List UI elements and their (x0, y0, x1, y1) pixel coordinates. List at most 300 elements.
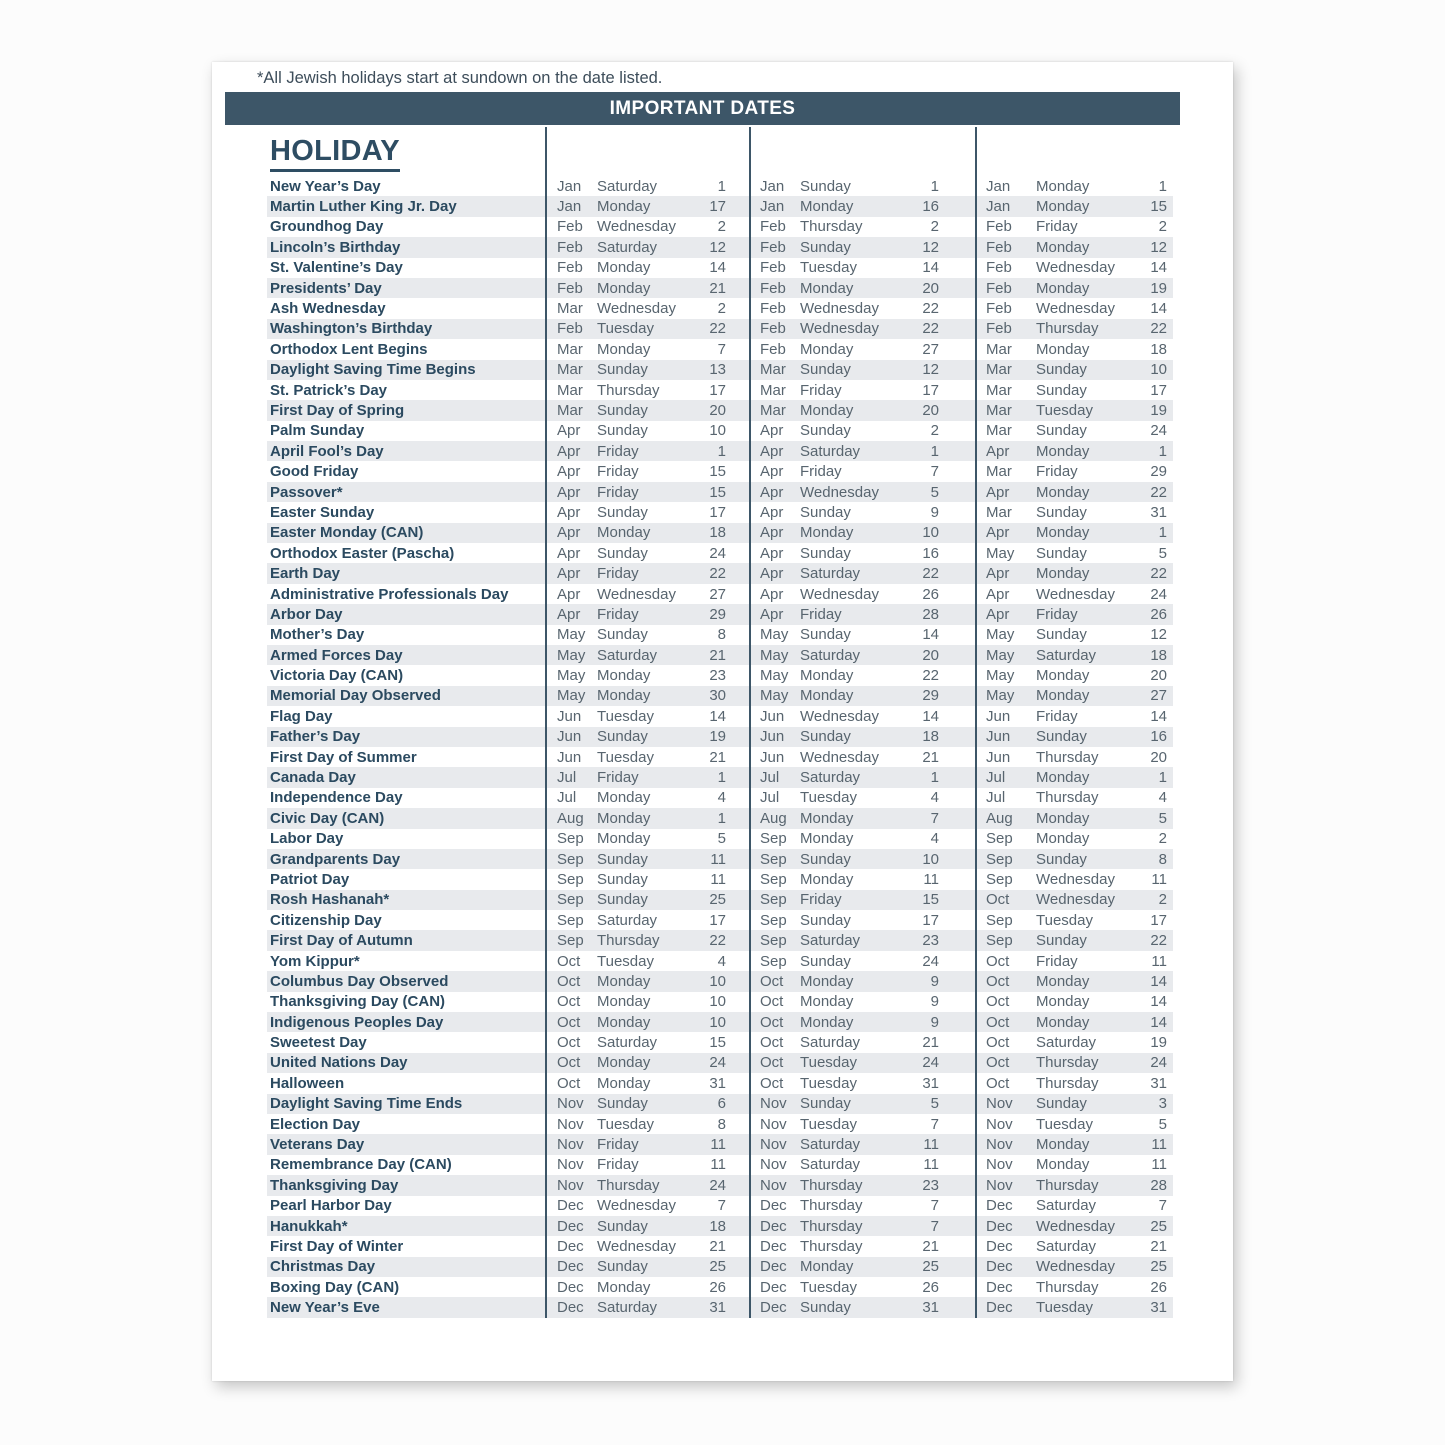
month-abbrev: Apr (557, 524, 581, 542)
weekday-name: Friday (597, 463, 639, 481)
day-number: 1 (717, 809, 726, 827)
month-abbrev: Nov (986, 1136, 1013, 1154)
table-row (267, 747, 1173, 767)
year1-date-cell (546, 1277, 749, 1297)
month-abbrev: Mar (986, 361, 1012, 379)
year1-date-cell (546, 1236, 749, 1256)
year1-date-cell (546, 217, 749, 237)
weekday-name: Friday (597, 769, 639, 787)
month-abbrev: Apr (986, 524, 1010, 542)
weekday-name: Monday (800, 1013, 854, 1031)
year2-date-cell (749, 849, 975, 869)
year3-date-cell (975, 1114, 1173, 1134)
weekday-name: Thursday (597, 1176, 660, 1194)
month-abbrev: Mar (557, 340, 583, 358)
weekday-name: Thursday (1036, 1278, 1099, 1296)
weekday-name: Sunday (800, 626, 851, 644)
table-row (267, 665, 1173, 685)
year1-date-cell (546, 1114, 749, 1134)
weekday-name: Sunday (597, 1217, 648, 1235)
month-abbrev: Jun (986, 748, 1011, 766)
year3-date-cell (975, 584, 1173, 604)
day-number: 27 (922, 340, 939, 358)
year1-date-cell (546, 951, 749, 971)
day-number: 11 (923, 870, 939, 888)
table-row (267, 258, 1173, 278)
day-number: 1 (1158, 442, 1167, 460)
day-number: 19 (709, 728, 726, 746)
table-row (267, 1155, 1173, 1175)
table-row (267, 1257, 1173, 1277)
day-number: 18 (709, 1217, 726, 1235)
year3-date-cell (975, 767, 1173, 787)
month-abbrev: May (760, 646, 789, 664)
day-number: 25 (922, 1258, 939, 1276)
day-number: 22 (709, 932, 726, 950)
table-row (267, 625, 1173, 645)
day-number: 21 (709, 1238, 726, 1255)
table-row (267, 1196, 1173, 1216)
day-number: 28 (1150, 1176, 1167, 1194)
weekday-name: Friday (597, 1156, 639, 1174)
month-abbrev: Sep (557, 932, 584, 950)
day-number: 1 (717, 442, 726, 460)
day-number: 2 (1158, 830, 1167, 848)
month-abbrev: Mar (986, 340, 1012, 358)
jewish-holidays-footnote: *All Jewish holidays start at sundown on the date listed. (257, 69, 663, 87)
year2-date-cell (749, 869, 975, 889)
year2-date-cell (749, 584, 975, 604)
month-abbrev: Feb (760, 218, 786, 236)
day-number: 30 (709, 687, 726, 705)
weekday-name: Friday (1036, 952, 1078, 970)
table-row (267, 971, 1173, 991)
year1-date-cell (546, 1073, 749, 1093)
day-number: 15 (709, 483, 726, 501)
column-divider-3 (975, 127, 977, 1318)
year1-date-cell (546, 727, 749, 747)
weekday-name: Sunday (1036, 361, 1087, 379)
day-number: 10 (1150, 361, 1167, 379)
table-row (267, 869, 1173, 889)
year3-date-cell (975, 360, 1173, 380)
holiday-name: Washington’s Birthday (270, 320, 433, 338)
month-abbrev: Dec (986, 1258, 1013, 1276)
day-number: 16 (922, 198, 939, 216)
weekday-name: Saturday (800, 1156, 861, 1174)
month-abbrev: Feb (557, 279, 583, 297)
holiday-name: New Year’s Eve (270, 1299, 380, 1317)
year3-date-cell (975, 829, 1173, 849)
day-number: 11 (710, 870, 726, 888)
weekday-name: Tuesday (1036, 401, 1093, 419)
holiday-name: Victoria Day (CAN) (270, 667, 404, 685)
weekday-name: Monday (1036, 687, 1090, 705)
day-number: 24 (709, 544, 726, 562)
weekday-name: Tuesday (800, 1278, 857, 1296)
weekday-name: Tuesday (597, 707, 654, 725)
year3-date-cell (975, 1257, 1173, 1277)
weekday-name: Monday (597, 524, 651, 542)
holiday-name: First Day of Spring (270, 401, 405, 419)
year3-date-cell (975, 849, 1173, 869)
table-row (267, 951, 1173, 971)
month-abbrev: Sep (557, 911, 584, 929)
day-number: 1 (1158, 524, 1167, 542)
day-number: 25 (709, 891, 726, 909)
year3-date-cell (975, 421, 1173, 441)
year2-date-cell (749, 360, 975, 380)
day-number: 1 (1158, 177, 1167, 195)
day-number: 12 (1150, 238, 1167, 256)
year2-date-cell (749, 441, 975, 461)
weekday-name: Sunday (597, 891, 648, 909)
holiday-name: Orthodox Lent Begins (270, 340, 428, 358)
weekday-name: Sunday (800, 850, 851, 868)
holiday-name: Thanksgiving Day (270, 1176, 399, 1194)
holiday-name: First Day of Winter (270, 1238, 404, 1255)
weekday-name: Tuesday (1036, 1299, 1093, 1317)
day-number: 20 (1150, 667, 1167, 685)
day-number: 11 (1151, 1136, 1167, 1154)
holiday-name: Earth Day (270, 565, 341, 583)
holiday-name: Passover* (270, 483, 343, 501)
holiday-name: St. Valentine’s Day (270, 259, 403, 277)
table-row (267, 706, 1173, 726)
weekday-name: Thursday (800, 1238, 863, 1255)
holiday-name: Daylight Saving Time Ends (270, 1095, 463, 1113)
weekday-name: Wednesday (800, 585, 879, 603)
day-number: 20 (922, 279, 939, 297)
day-number: 26 (1150, 1278, 1167, 1296)
weekday-name: Wednesday (1036, 891, 1115, 909)
table-row (267, 543, 1173, 563)
weekday-name: Tuesday (800, 789, 857, 807)
month-abbrev: Oct (986, 1054, 1010, 1072)
day-number: 24 (1150, 585, 1167, 603)
weekday-name: Wednesday (800, 483, 879, 501)
day-number: 9 (930, 1013, 939, 1031)
weekday-name: Monday (1036, 830, 1090, 848)
month-abbrev: Oct (557, 993, 581, 1011)
month-abbrev: Dec (557, 1217, 584, 1235)
weekday-name: Sunday (597, 1095, 648, 1113)
year3-date-cell (975, 971, 1173, 991)
holiday-name: First Day of Summer (270, 748, 417, 766)
holiday-name: Halloween (270, 1074, 345, 1092)
weekday-name: Sunday (800, 544, 851, 562)
weekday-name: Saturday (800, 442, 861, 460)
table-row (267, 461, 1173, 481)
month-abbrev: Nov (760, 1156, 787, 1174)
table-row (267, 441, 1173, 461)
year3-date-cell (975, 278, 1173, 298)
weekday-name: Sunday (800, 952, 851, 970)
day-number: 7 (930, 463, 939, 481)
year2-date-cell (749, 319, 975, 339)
year2-date-cell (749, 727, 975, 747)
month-abbrev: Oct (986, 891, 1010, 909)
day-number: 22 (1150, 932, 1167, 950)
month-abbrev: Feb (760, 259, 786, 277)
day-number: 21 (922, 748, 939, 766)
month-abbrev: Apr (986, 565, 1010, 583)
day-number: 14 (1150, 707, 1167, 725)
month-abbrev: Sep (760, 932, 787, 950)
day-number: 7 (930, 1197, 939, 1215)
weekday-name: Monday (800, 809, 854, 827)
day-number: 22 (1150, 565, 1167, 583)
day-number: 25 (1150, 1258, 1167, 1276)
holiday-name: Columbus Day Observed (270, 972, 449, 990)
holiday-name: Patriot Day (270, 870, 350, 888)
month-abbrev: Apr (986, 605, 1010, 623)
month-abbrev: Nov (986, 1176, 1013, 1194)
weekday-name: Sunday (1036, 381, 1087, 399)
day-number: 24 (922, 952, 939, 970)
holiday-name: Grandparents Day (270, 850, 401, 868)
holiday-name: Memorial Day Observed (270, 687, 441, 705)
weekday-name: Monday (1036, 769, 1090, 787)
day-number: 8 (1158, 850, 1167, 868)
month-abbrev: Nov (557, 1095, 584, 1113)
weekday-name: Monday (800, 993, 854, 1011)
year2-date-cell (749, 992, 975, 1012)
weekday-name: Monday (800, 830, 854, 848)
table-row (267, 360, 1173, 380)
month-abbrev: Dec (760, 1299, 787, 1317)
year3-date-cell (975, 461, 1173, 481)
weekday-name: Tuesday (800, 1115, 857, 1133)
weekday-name: Wednesday (800, 707, 879, 725)
weekday-name: Thursday (597, 381, 660, 399)
year3-date-cell (975, 645, 1173, 665)
weekday-name: Monday (1036, 993, 1090, 1011)
year3-date-cell (975, 930, 1173, 950)
holiday-name: Lincoln’s Birthday (270, 238, 401, 256)
day-number: 11 (1151, 870, 1167, 888)
day-number: 24 (1150, 422, 1167, 440)
holiday-name: Thanksgiving Day (CAN) (270, 993, 446, 1011)
year3-date-cell (975, 1236, 1173, 1256)
day-number: 13 (709, 361, 726, 379)
year2-date-cell (749, 1277, 975, 1297)
weekday-name: Monday (1036, 177, 1090, 195)
month-abbrev: Sep (557, 830, 584, 848)
weekday-name: Monday (597, 259, 651, 277)
weekday-name: Wednesday (800, 748, 879, 766)
month-abbrev: Feb (557, 320, 583, 338)
year1-date-cell (546, 808, 749, 828)
month-abbrev: Feb (986, 279, 1012, 297)
weekday-name: Sunday (800, 177, 851, 195)
weekday-name: Wednesday (1036, 300, 1115, 318)
weekday-name: Friday (597, 442, 639, 460)
day-number: 2 (930, 422, 939, 440)
table-row (267, 727, 1173, 747)
month-abbrev: Feb (986, 238, 1012, 256)
table-row (267, 604, 1173, 624)
year2-date-cell (749, 645, 975, 665)
month-abbrev: Feb (760, 279, 786, 297)
year1-date-cell (546, 339, 749, 359)
year2-date-cell (749, 1236, 975, 1256)
year3-date-cell (975, 441, 1173, 461)
day-number: 3 (1158, 1095, 1167, 1113)
day-number: 31 (1150, 503, 1167, 521)
table-row (267, 196, 1173, 216)
year1-date-cell (546, 788, 749, 808)
year1-date-cell (546, 584, 749, 604)
year2-date-cell (749, 298, 975, 318)
day-number: 31 (1150, 1299, 1167, 1317)
holiday-name: Pearl Harbor Day (270, 1197, 392, 1215)
month-abbrev: Jan (986, 177, 1011, 195)
year1-date-cell (546, 1053, 749, 1073)
important-dates-header (225, 92, 1180, 125)
holiday-name: Labor Day (270, 830, 344, 848)
weekday-name: Monday (597, 1054, 651, 1072)
weekday-name: Wednesday (597, 1238, 676, 1255)
day-number: 31 (709, 1074, 726, 1092)
weekday-name: Sunday (1036, 626, 1087, 644)
weekday-name: Sunday (800, 238, 851, 256)
planner-page (212, 62, 1233, 1381)
weekday-name: Friday (597, 1136, 639, 1154)
day-number: 7 (717, 1197, 726, 1215)
column-divider-2 (749, 127, 751, 1318)
day-number: 7 (1158, 1197, 1167, 1215)
month-abbrev: Sep (986, 932, 1013, 950)
section-title-row (225, 125, 1180, 176)
day-number: 12 (709, 238, 726, 256)
month-abbrev: Dec (986, 1299, 1013, 1317)
year3-date-cell (975, 217, 1173, 237)
weekday-name: Tuesday (800, 1054, 857, 1072)
day-number: 26 (709, 1278, 726, 1296)
year2-date-cell (749, 1175, 975, 1195)
weekday-name: Thursday (1036, 789, 1099, 807)
year1-date-cell (546, 1196, 749, 1216)
table-row (267, 992, 1173, 1012)
month-abbrev: Sep (557, 870, 584, 888)
month-abbrev: Sep (986, 870, 1013, 888)
weekday-name: Wednesday (1036, 259, 1115, 277)
day-number: 21 (709, 279, 726, 297)
month-abbrev: Apr (986, 483, 1010, 501)
weekday-name: Saturday (597, 1034, 658, 1052)
month-abbrev: May (986, 626, 1015, 644)
month-abbrev: Jan (557, 177, 582, 195)
weekday-name: Sunday (1036, 503, 1087, 521)
day-number: 2 (717, 300, 726, 318)
year2-date-cell (749, 808, 975, 828)
weekday-name: Monday (1036, 340, 1090, 358)
month-abbrev: Nov (760, 1095, 787, 1113)
table-row (267, 421, 1173, 441)
month-abbrev: Feb (986, 300, 1012, 318)
month-abbrev: Apr (557, 483, 581, 501)
year2-date-cell (749, 747, 975, 767)
day-number: 7 (930, 809, 939, 827)
year2-date-cell (749, 1297, 975, 1317)
month-abbrev: Dec (557, 1197, 584, 1215)
month-abbrev: Feb (986, 259, 1012, 277)
day-number: 8 (717, 1115, 726, 1133)
month-abbrev: Jun (557, 728, 582, 746)
month-abbrev: Apr (760, 463, 784, 481)
month-abbrev: Jan (760, 177, 785, 195)
month-abbrev: Jul (557, 789, 577, 807)
day-number: 7 (717, 340, 726, 358)
holiday-name: Martin Luther King Jr. Day (270, 198, 457, 216)
table-row (267, 339, 1173, 359)
day-number: 11 (710, 1156, 726, 1174)
year3-date-cell (975, 563, 1173, 583)
table-row (267, 1297, 1173, 1317)
holiday-name: Administrative Professionals Day (270, 585, 509, 603)
weekday-name: Monday (1036, 483, 1090, 501)
year1-date-cell (546, 360, 749, 380)
weekday-name: Friday (800, 463, 842, 481)
weekday-name: Monday (597, 972, 651, 990)
year2-date-cell (749, 237, 975, 257)
table-row (267, 930, 1173, 950)
month-abbrev: Sep (986, 911, 1013, 929)
holiday-name: Mother’s Day (270, 626, 365, 644)
day-number: 2 (717, 218, 726, 236)
day-number: 24 (1150, 1054, 1167, 1072)
year1-date-cell (546, 502, 749, 522)
weekday-name: Friday (800, 891, 842, 909)
day-number: 22 (922, 300, 939, 318)
year3-date-cell (975, 1155, 1173, 1175)
day-number: 24 (922, 1054, 939, 1072)
weekday-name: Monday (800, 198, 854, 216)
month-abbrev: Dec (557, 1238, 584, 1255)
year2-date-cell (749, 176, 975, 196)
month-abbrev: Feb (760, 300, 786, 318)
weekday-name: Friday (1036, 463, 1078, 481)
day-number: 11 (923, 1136, 939, 1154)
weekday-name: Monday (597, 1074, 651, 1092)
weekday-name: Sunday (597, 503, 648, 521)
day-number: 10 (709, 972, 726, 990)
weekday-name: Wednesday (1036, 1217, 1115, 1235)
month-abbrev: Oct (760, 972, 784, 990)
year3-date-cell (975, 706, 1173, 726)
year1-date-cell (546, 278, 749, 298)
month-abbrev: Dec (760, 1217, 787, 1235)
weekday-name: Sunday (1036, 422, 1087, 440)
weekday-name: Wednesday (597, 300, 676, 318)
weekday-name: Sunday (800, 728, 851, 746)
year1-date-cell (546, 1012, 749, 1032)
day-number: 11 (710, 1136, 726, 1154)
month-abbrev: Apr (557, 422, 581, 440)
month-abbrev: Aug (760, 809, 787, 827)
holiday-name: Rosh Hashanah* (270, 891, 390, 909)
holiday-name: Ash Wednesday (270, 300, 386, 318)
year3-date-cell (975, 1073, 1173, 1093)
year1-date-cell (546, 196, 749, 216)
weekday-name: Friday (800, 381, 842, 399)
weekday-name: Wednesday (800, 320, 879, 338)
year1-date-cell (546, 992, 749, 1012)
day-number: 25 (1150, 1217, 1167, 1235)
weekday-name: Saturday (800, 565, 861, 583)
month-abbrev: May (557, 667, 586, 685)
